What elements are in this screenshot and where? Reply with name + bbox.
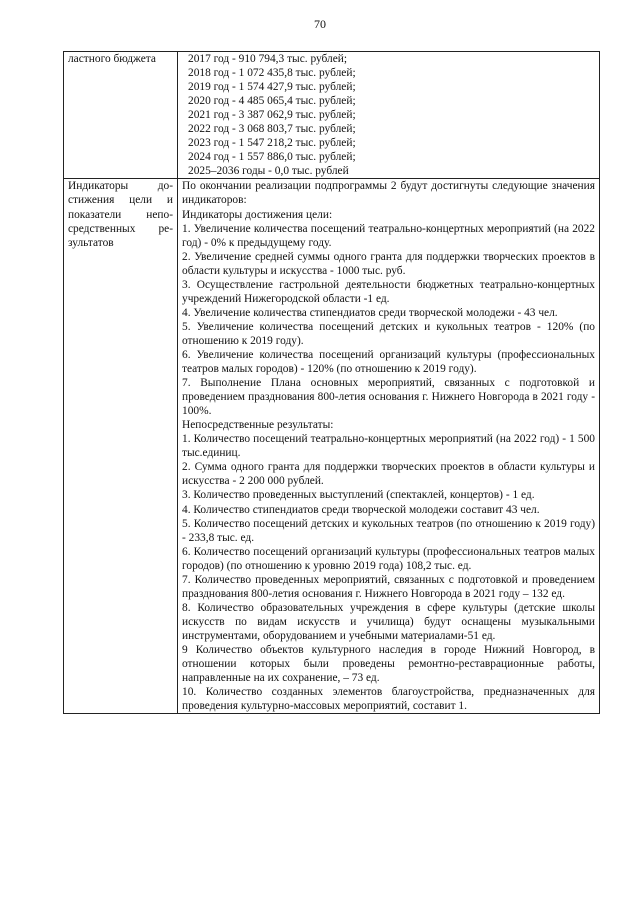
indicators-label-line: средственных ре- (68, 222, 173, 235)
indicators-label-cell (64, 179, 178, 714)
result-item: 2. Сумма одного гранта для поддержки творческих проектов в области культуры и искусства - 2 200 000 рублей. (182, 461, 595, 488)
indicator-item: 5. Увеличение количества посещений детских и кукольных театров - 120% (по отношению к 2019 году). (182, 320, 595, 347)
indicator-item: 6. Увеличение количества посещений организаций культуры (профессиональных театров малых городов) - 120% (по отношению к 2019 году). (182, 348, 595, 376)
indicator-item: 7. Выполнение Плана основных мероприятий, связанных с подготовкой и проведением празднования 800-летия основания г. Нижнего Новгорода в 2021 году - 100%. (182, 377, 595, 418)
passport-table (63, 51, 600, 714)
indicators-label-line: показатели непо- (68, 208, 173, 221)
budget-year-line: 2025–2036 годы - 0,0 тыс. рублей (188, 165, 349, 178)
budget-year-line: 2024 год - 1 557 886,0 тыс. рублей; (188, 151, 356, 164)
budget-values-cell (178, 52, 600, 179)
budget-label-cell (64, 52, 178, 179)
table-row-indicators (64, 179, 600, 714)
indicators-heading: Индикаторы достижения цели: (182, 208, 333, 221)
budget-year-line: 2022 год - 3 068 803,7 тыс. рублей; (188, 123, 356, 136)
result-item: 9 Количество объектов культурного наследия в городе Нижний Новгород, в отношении которых были проведены ремонтно-реставрационные работы, направленные на их сохранение, – 73 ед. (182, 643, 595, 685)
result-item: 3. Количество проведенных выступлений (спектаклей, концертов) - 1 ед. (182, 489, 535, 502)
indicators-label-line: зультатов (68, 236, 114, 249)
indicators-content-cell (178, 179, 600, 714)
budget-year-line: 2017 год - 910 794,3 тыс. рублей; (188, 53, 348, 65)
budget-year-line: 2021 год - 3 387 062,9 тыс. рублей; (188, 109, 356, 122)
result-item: 10. Количество созданных элементов благоустройства, предназначенных для проведения культурно-массовых мероприятий, составит 1. (182, 686, 595, 713)
indicator-item: 1. Увеличение количества посещений театрально-концертных мероприятий (на 2022 год) - 0% к предыдущему году. (182, 222, 595, 249)
budget-label: ластного бюджета (68, 53, 156, 65)
table-row-budget (64, 52, 600, 179)
page-number: 70 (314, 17, 326, 31)
budget-year-line: 2018 год - 1 072 435,8 тыс. рублей; (188, 67, 356, 80)
result-item: 1. Количество посещений театрально-концертных мероприятий (на 2022 год) - 1 500 тыс.единиц. (182, 433, 595, 460)
budget-year-line: 2023 год - 1 547 218,2 тыс. рублей; (188, 137, 356, 150)
results-heading: Непосредственные результаты: (182, 419, 334, 432)
result-item: 5. Количество посещений детских и кукольных театров (по отношению к 2019 году) - 233,8 тыс. ед. (182, 517, 595, 544)
indicators-label-line: Индикаторы до- (68, 180, 173, 193)
result-item: 7. Количество проведенных мероприятий, связанных с подготовкой и проведением празднования 800-летия основания г. Нижнего Новгорода в 2021 году – 132 ед. (182, 573, 595, 600)
budget-year-line: 2020 год - 4 485 065,4 тыс. рублей; (188, 95, 356, 108)
budget-year-line: 2019 год - 1 574 427,9 тыс. рублей; (188, 81, 356, 94)
indicator-item: 4. Увеличение количества стипендиатов среди творческой молодежи - 43 чел. (182, 306, 558, 319)
intro-text: По окончании реализации подпрограммы 2 будут достигнуты следующие значения индикаторов: (182, 180, 595, 207)
indicators-label-line: стижения цели и (68, 194, 173, 207)
indicator-item: 2. Увеличение средней суммы одного гранта для поддержки творческих проектов в области культуры и искусства - 1000 тыс. руб. (182, 250, 595, 277)
indicator-item: 3. Осуществление гастрольной деятельности бюджетных театрально-концертных учреждений Нижегородской области -1 ед. (182, 278, 595, 305)
result-item: 4. Количество стипендиатов среди творческой молодежи составит 43 чел. (182, 503, 540, 516)
result-item: 8. Количество образовательных учреждения в сфере культуры (детские школы искусств по видам искусств и училища) будут оснащены музыкальными инструментами, оборудованием и учебными материалами-51 ед. (182, 601, 595, 642)
result-item: 6. Количество посещений организаций культуры (профессиональных театров малых городов) (по отношению к уровню 2019 года) 108,2 тыс. ед. (182, 545, 595, 572)
